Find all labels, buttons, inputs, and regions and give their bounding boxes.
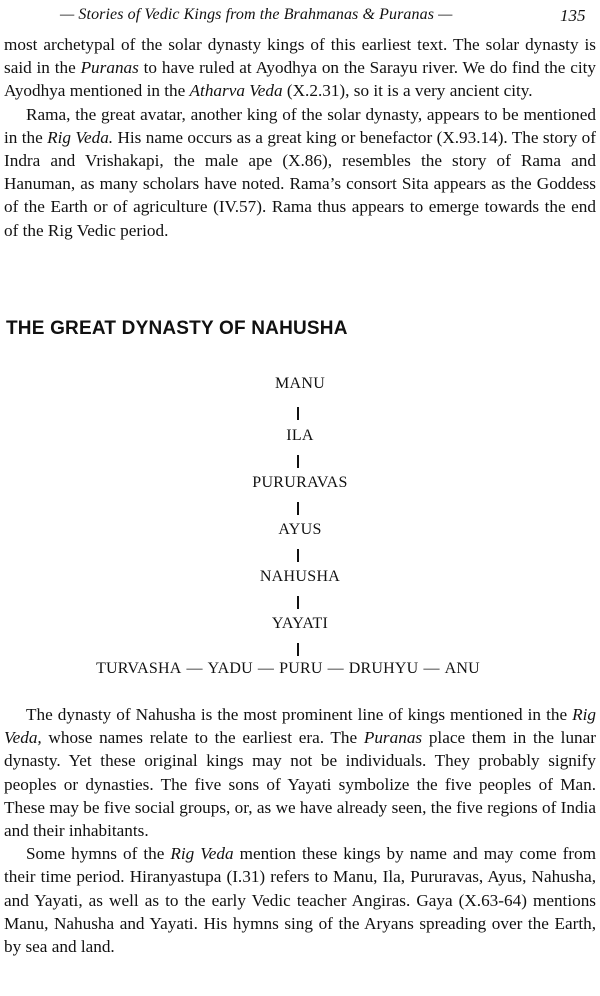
paragraph-nahusha-dynasty: The dynasty of Nahusha is the most prominent line of kings mentioned in the Rig Veda, whose names relate to the earliest era. The Puranas place them in the lunar dynasty. Yet these original kings may not be individuals. They probably signify peoples or dynasties. The five sons of Yayati symbolize the five peoples of Man. These may be five social groups, or, as we have already seen, the five regions of India and their inhabitants. bbox=[4, 705, 596, 841]
lineage-node-nahusha: NAHUSHA bbox=[259, 568, 341, 585]
lineage-son-anu: ANU bbox=[444, 660, 480, 677]
body-text-bottom bbox=[4, 703, 596, 958]
lineage-node-yayati: YAYATI bbox=[271, 615, 329, 632]
lineage-son-puru: PURU bbox=[279, 660, 323, 677]
lineage-node-manu: MANU bbox=[274, 375, 326, 392]
lineage-son-yadu: YADU bbox=[207, 660, 253, 677]
lineage-connector bbox=[297, 549, 299, 562]
lineage-connector bbox=[297, 455, 299, 468]
lineage-separator: — bbox=[327, 660, 344, 677]
lineage-node-ayus: AYUS bbox=[278, 521, 322, 538]
lineage-connector bbox=[297, 407, 299, 420]
lineage-node-ila: ILA bbox=[286, 427, 314, 444]
lineage-connector bbox=[297, 643, 299, 656]
section-heading: THE GREAT DYNASTY OF NAHUSHA bbox=[6, 318, 348, 339]
lineage-separator: — bbox=[257, 660, 275, 677]
paragraph-solar-dynasty: most archetypal of the solar dynasty kings of this earliest text. The solar dynasty is said in the Puranas to have ruled at Ayodhya on the Sarayu river. We do find the city Ayodhya mentioned in the Atharva Veda (X.2.31), so it is a very ancient city. bbox=[4, 35, 596, 101]
lineage-connector bbox=[297, 502, 299, 515]
body-text-top bbox=[4, 33, 596, 242]
lineage-node-pururavas: PURURAVAS bbox=[252, 474, 348, 491]
lineage-son-turvasha: TURVASHA bbox=[96, 660, 182, 677]
lineage-son-druhyu: DRUHYU bbox=[348, 660, 419, 677]
paragraph-hymns: Some hymns of the Rig Veda mention these kings by name and may come from their time period. Hiranyastupa (I.31) refers to Manu, Ila, Pururavas, Ayus, Nahusha, and Yayati, as well as to the early Vedic teacher Angiras. Gaya (X.63-64) mentions Manu, Nahusha and Yayati. His hymns sing of the Aryans spreading over the Earth, by sea and land. bbox=[4, 844, 596, 957]
lineage-separator: — bbox=[186, 660, 203, 677]
page-number: 135 bbox=[560, 6, 586, 25]
lineage-separator: — bbox=[423, 660, 440, 677]
running-head: — Stories of Vedic Kings from the Brahmanas & Puranas — bbox=[60, 6, 453, 23]
lineage-sons-row bbox=[0, 660, 576, 678]
lineage-diagram bbox=[0, 375, 600, 685]
paragraph-rama: Rama, the great avatar, another king of the solar dynasty, appears to be mentioned in the Rig Veda. His name occurs as a great king or benefactor (X.93.14). The story of Indra and Vrishakapi, the male ape (X.86), resembles the story of Rama and Hanuman, as many scholars have noted. Rama’s consort Sita appears as the Goddess of the Earth or of agriculture (IV.57). Rama thus appears to emerge towards the end of the Rig Vedic period. bbox=[4, 104, 596, 240]
lineage-connector bbox=[297, 596, 299, 609]
